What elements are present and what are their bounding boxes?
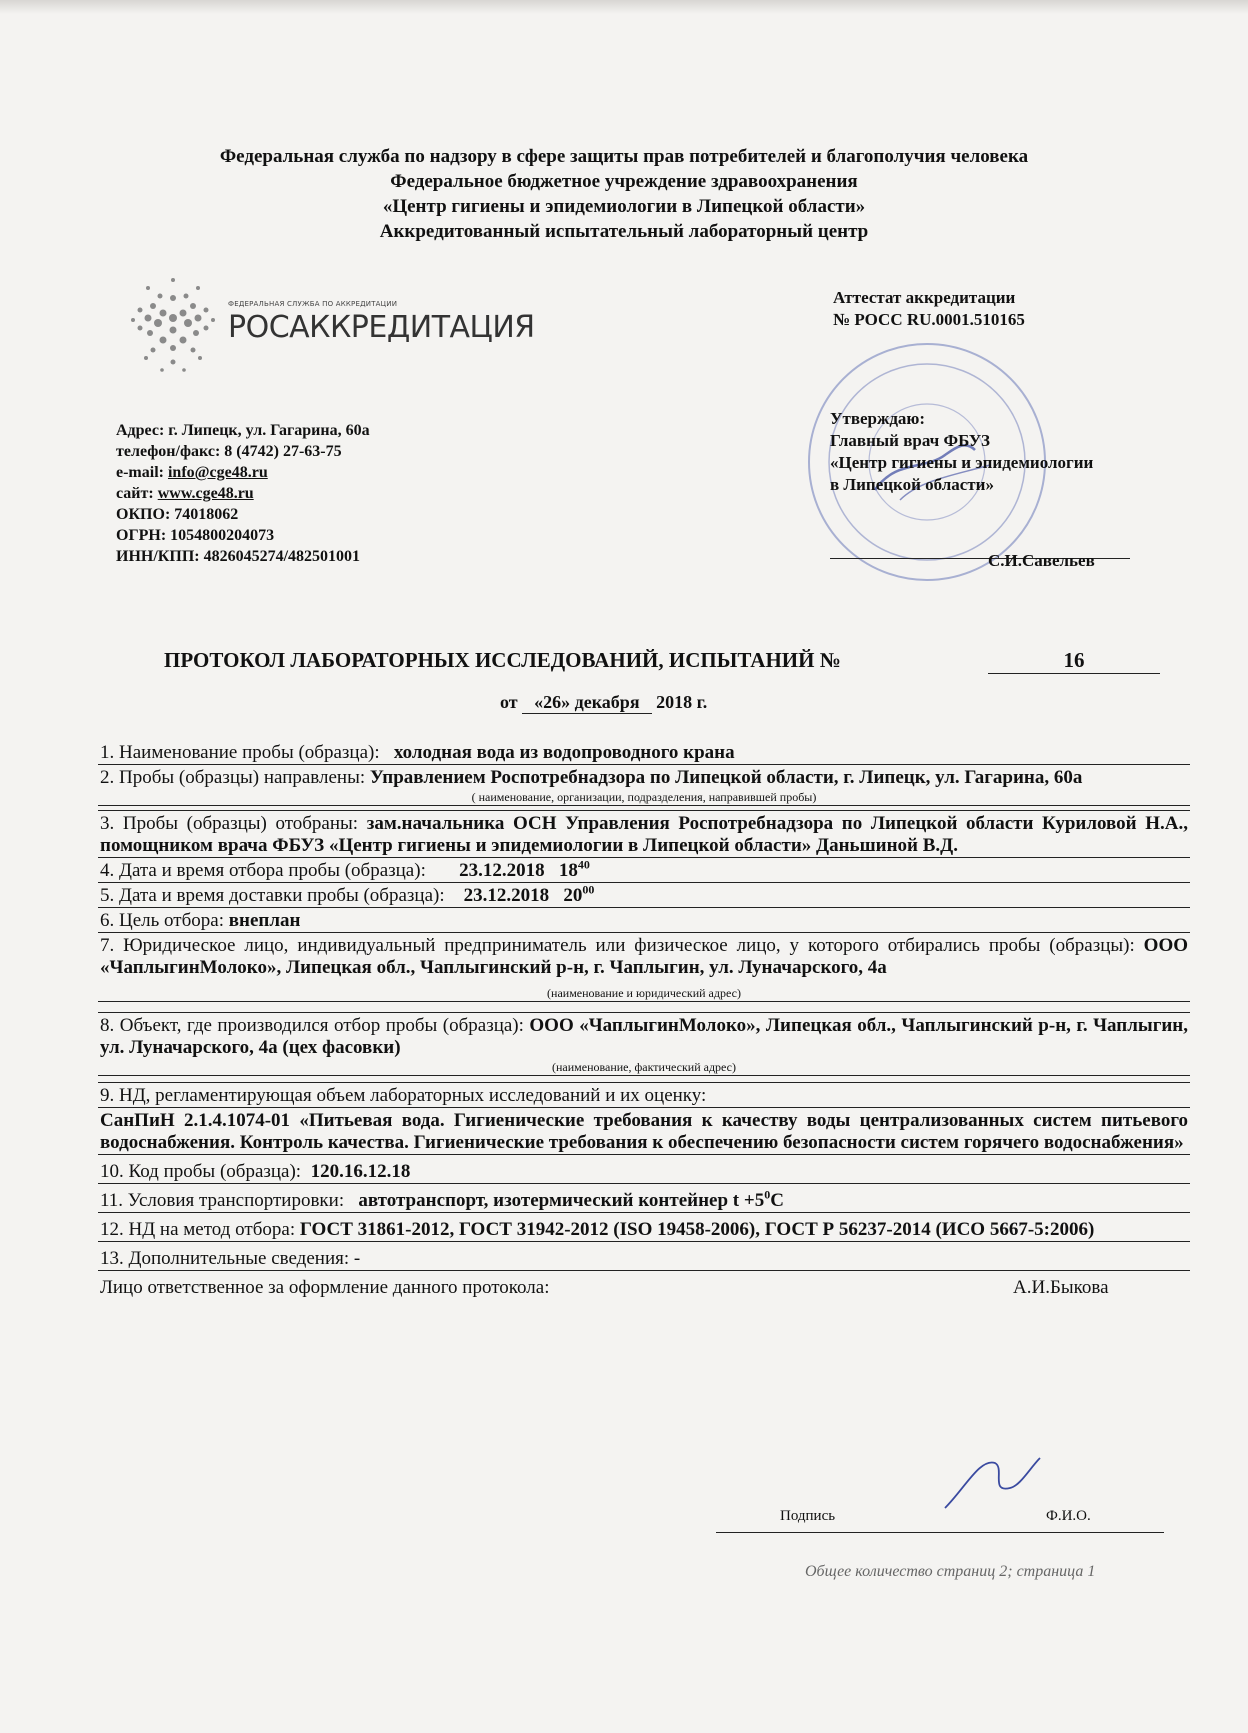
item-5-date: 23.12.2018	[463, 885, 550, 906]
item-11	[98, 1188, 1190, 1213]
approval-line-4: в Липецкой области»	[830, 475, 994, 494]
ogrn-line: ОГРН: 1054800204073	[116, 527, 275, 544]
date-prefix: от	[500, 692, 518, 712]
site-link[interactable]: www.cge48.ru	[157, 485, 254, 502]
contact-block	[116, 420, 370, 567]
item-4-minutes: 40	[577, 857, 590, 872]
responsible-signature-line	[716, 1532, 1164, 1533]
item-5-label: 5. Дата и время доставки пробы (образца):	[100, 885, 445, 906]
item-7-value: ООО «ЧаплыгинМолоко», Липецкая обл., Чаплыгинский р-н, г. Чаплыгин, ул. Луначарского, 4а	[100, 935, 1189, 978]
item-6-label: 6. Цель отбора:	[100, 910, 224, 931]
accreditation-block	[833, 287, 1025, 331]
item-5	[98, 883, 1190, 908]
item-11-degree: 0	[764, 1187, 771, 1202]
item-11-value: автотранспорт, изотермический контейнер t +5	[358, 1190, 765, 1211]
accreditation-number: № РОСС RU.0001.510165	[833, 310, 1025, 329]
item-12-value: ГОСТ 31861-2012, ГОСТ 31942-2012 (ISO 19458-2006), ГОСТ Р 56237-2014 (ИСО 5667-5:2006)	[299, 1219, 1095, 1240]
protocol-date	[500, 692, 707, 714]
protocol-number: 16	[988, 648, 1160, 674]
responsible-name: А.И.Быкова	[1013, 1277, 1109, 1298]
item-7-label: 7. Юридическое лицо, индивидуальный предприниматель или физическое лицо, у которого отбирались пробы (образцы):	[100, 935, 1135, 956]
header-line-2: Федеральное бюджетное учреждение здравоохранения	[390, 171, 858, 192]
header-line-3: «Центр гигиены и эпидемиологии в Липецкой области»	[382, 196, 866, 217]
approval-line-1: Утверждаю:	[830, 409, 926, 428]
item-4-label: 4. Дата и время отбора пробы (образца):	[100, 860, 426, 881]
site-label: сайт:	[116, 485, 158, 502]
item-12	[98, 1217, 1190, 1242]
okpo-line: ОКПО: 74018062	[116, 506, 239, 523]
header-line-1: Федеральная служба по надзору в сфере защиты прав потребителей и благополучия человека	[219, 146, 1029, 167]
fio-caption: Ф.И.О.	[1046, 1508, 1091, 1524]
responsible-signature-icon	[935, 1448, 1045, 1518]
item-8	[98, 1012, 1190, 1059]
director-name: С.И.Савельев	[988, 551, 1095, 570]
date-year: 2018 г.	[656, 692, 708, 712]
item-8-caption: (наименование, фактический адрес)	[98, 1059, 1190, 1076]
item-7	[98, 933, 1190, 979]
scan-edge	[0, 0, 1248, 14]
signature-caption: Подпись	[780, 1508, 836, 1524]
responsible-row	[98, 1275, 1190, 1299]
item-13-label: 13. Дополнительные сведения: -	[100, 1248, 361, 1269]
item-3	[98, 810, 1190, 858]
item-1-value: холодная вода из водопроводного крана	[393, 742, 735, 763]
item-13	[98, 1246, 1190, 1271]
item-5-hour: 20	[563, 885, 583, 906]
item-1	[98, 740, 1190, 765]
item-8-value: ООО «ЧаплыгинМолоко», Липецкая обл., Чаплыгинский р-н, г. Чаплыгин, ул. Луначарского, 4а (цех фасовки)	[100, 1015, 1188, 1058]
item-1-label: 1. Наименование пробы (образца):	[100, 742, 380, 763]
logo-emblem-icon	[118, 258, 228, 388]
item-8-label: 8. Объект, где производился отбор пробы (образца):	[100, 1015, 524, 1036]
item-9-value: СанПиН 2.1.4.1074-01 «Питьевая вода. Гигиенические требования к качеству воды централизованных систем питьевого водоснабжения. Контроль качества. Гигиенические требования к обеспечению безопасности систем горячего водоснабжения»	[100, 1110, 1188, 1153]
item-6-value: внеплан	[228, 910, 301, 931]
approval-block	[830, 408, 1093, 496]
item-10-label: 10. Код пробы (образца):	[100, 1161, 302, 1182]
page-count-note: Общее количество страниц 2; страница 1	[805, 1563, 1096, 1580]
inn-line: ИНН/КПП: 4826045274/482501001	[116, 548, 361, 565]
item-11-unit: С	[770, 1190, 784, 1211]
item-9	[98, 1108, 1190, 1155]
item-2	[98, 765, 1190, 789]
item-3-label: 3. Пробы (образцы) отобраны:	[100, 813, 359, 834]
logo-name: РОСАККРЕДИТАЦИЯ	[228, 310, 535, 345]
address-line: Адрес: г. Липецк, ул. Гагарина, 60а	[116, 422, 370, 439]
email-label: e-mail:	[116, 464, 168, 481]
protocol-title: ПРОТОКОЛ ЛАБОРАТОРНЫХ ИССЛЕДОВАНИЙ, ИСПЫТАНИЙ №	[164, 648, 841, 672]
header-line-4: Аккредитованный испытательный лабораторный центр	[379, 221, 869, 242]
item-2-label: 2. Пробы (образцы) направлены:	[100, 767, 366, 788]
phone-line: телефон/факс: 8 (4742) 27-63-75	[116, 443, 342, 460]
item-6	[98, 908, 1190, 933]
logo-caption: ФЕДЕРАЛЬНАЯ СЛУЖБА ПО АККРЕДИТАЦИИ	[228, 300, 398, 308]
item-7-caption: (наименование и юридический адрес)	[98, 985, 1190, 1002]
item-9-label-row	[98, 1082, 1190, 1108]
approval-line-3: «Центр гигиены и эпидемиологии	[830, 453, 1094, 472]
email-link[interactable]: info@cge48.ru	[167, 464, 268, 481]
protocol-fields	[98, 740, 1190, 1299]
approval-line-2: Главный врач ФБУЗ	[830, 431, 990, 450]
accreditation-title: Аттестат аккредитации	[833, 288, 1016, 307]
item-10-value: 120.16.12.18	[310, 1161, 411, 1182]
item-2-value: Управлением Роспотребнадзора по Липецкой области, г. Липецк, ул. Гагарина, 60а	[369, 767, 1083, 788]
date-value: «26» декабря	[522, 692, 651, 714]
email-line	[116, 462, 370, 483]
item-2-caption: ( наименование, организации, подразделения, направившей пробы)	[98, 789, 1190, 806]
organization-header	[0, 144, 1248, 244]
item-5-minutes: 00	[582, 882, 595, 897]
item-11-label: 11. Условия транспортировки:	[100, 1190, 345, 1211]
responsible-label: Лицо ответственное за оформление данного протокола:	[100, 1277, 550, 1298]
rosaccreditation-logo	[118, 258, 535, 388]
item-12-label: 12. НД на метод отбора:	[100, 1219, 296, 1240]
item-4-hour: 18	[558, 860, 578, 881]
item-4-date: 23.12.2018	[459, 860, 545, 881]
item-3-value: зам.начальника ОСН Управления Роспотребнадзора по Липецкой области Куриловой Н.А., помощником врача ФБУЗ «Центр гигиены и эпидемиологии в Липецкой области» Даньшиной В.Д.	[100, 813, 1189, 856]
item-10	[98, 1159, 1190, 1184]
item-4	[98, 858, 1190, 883]
item-9-label: 9. НД, регламентирующая объем лабораторных исследований и их оценку:	[100, 1085, 707, 1106]
site-line	[116, 483, 370, 504]
